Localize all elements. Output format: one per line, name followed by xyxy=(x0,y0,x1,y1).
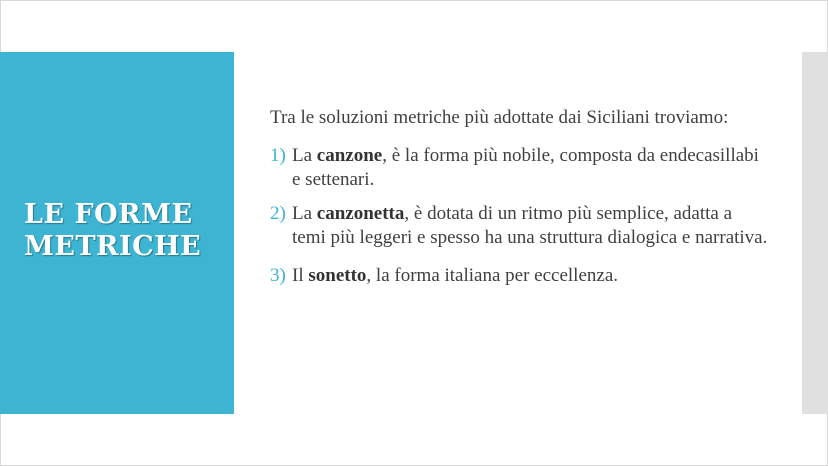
list-item xyxy=(270,202,770,250)
list-item-text xyxy=(292,144,770,192)
item-text-before: Il xyxy=(292,265,309,286)
list-item xyxy=(270,144,770,192)
item-text-after: , è la forma più nobile, composta da endecasillabi e settenari. xyxy=(292,145,759,190)
list-number: 1) xyxy=(270,145,286,166)
slide-title: LE FORME METRICHE xyxy=(24,199,202,262)
item-keyword: canzonetta xyxy=(316,203,405,224)
list-item-text xyxy=(292,202,770,250)
item-keyword: canzone xyxy=(316,145,383,166)
list-number: 2) xyxy=(270,203,286,224)
item-text-after: , la forma italiana per eccellenza. xyxy=(366,265,619,286)
item-keyword: sonetto xyxy=(308,265,367,286)
right-side-bar xyxy=(802,52,828,414)
item-text-after: , è dotata di un ritmo più semplice, adatta a temi più leggeri e spesso ha una struttura dialogica e narrativa. xyxy=(292,203,768,248)
item-text-before: La xyxy=(292,145,317,166)
list-item xyxy=(270,264,770,288)
list-item-text xyxy=(292,264,770,288)
slide-content xyxy=(270,106,770,298)
list-number: 3) xyxy=(270,265,286,286)
item-text-before: La xyxy=(292,203,317,224)
intro-text: Tra le soluzioni metriche più adottate dai Siciliani troviamo: xyxy=(270,107,729,128)
